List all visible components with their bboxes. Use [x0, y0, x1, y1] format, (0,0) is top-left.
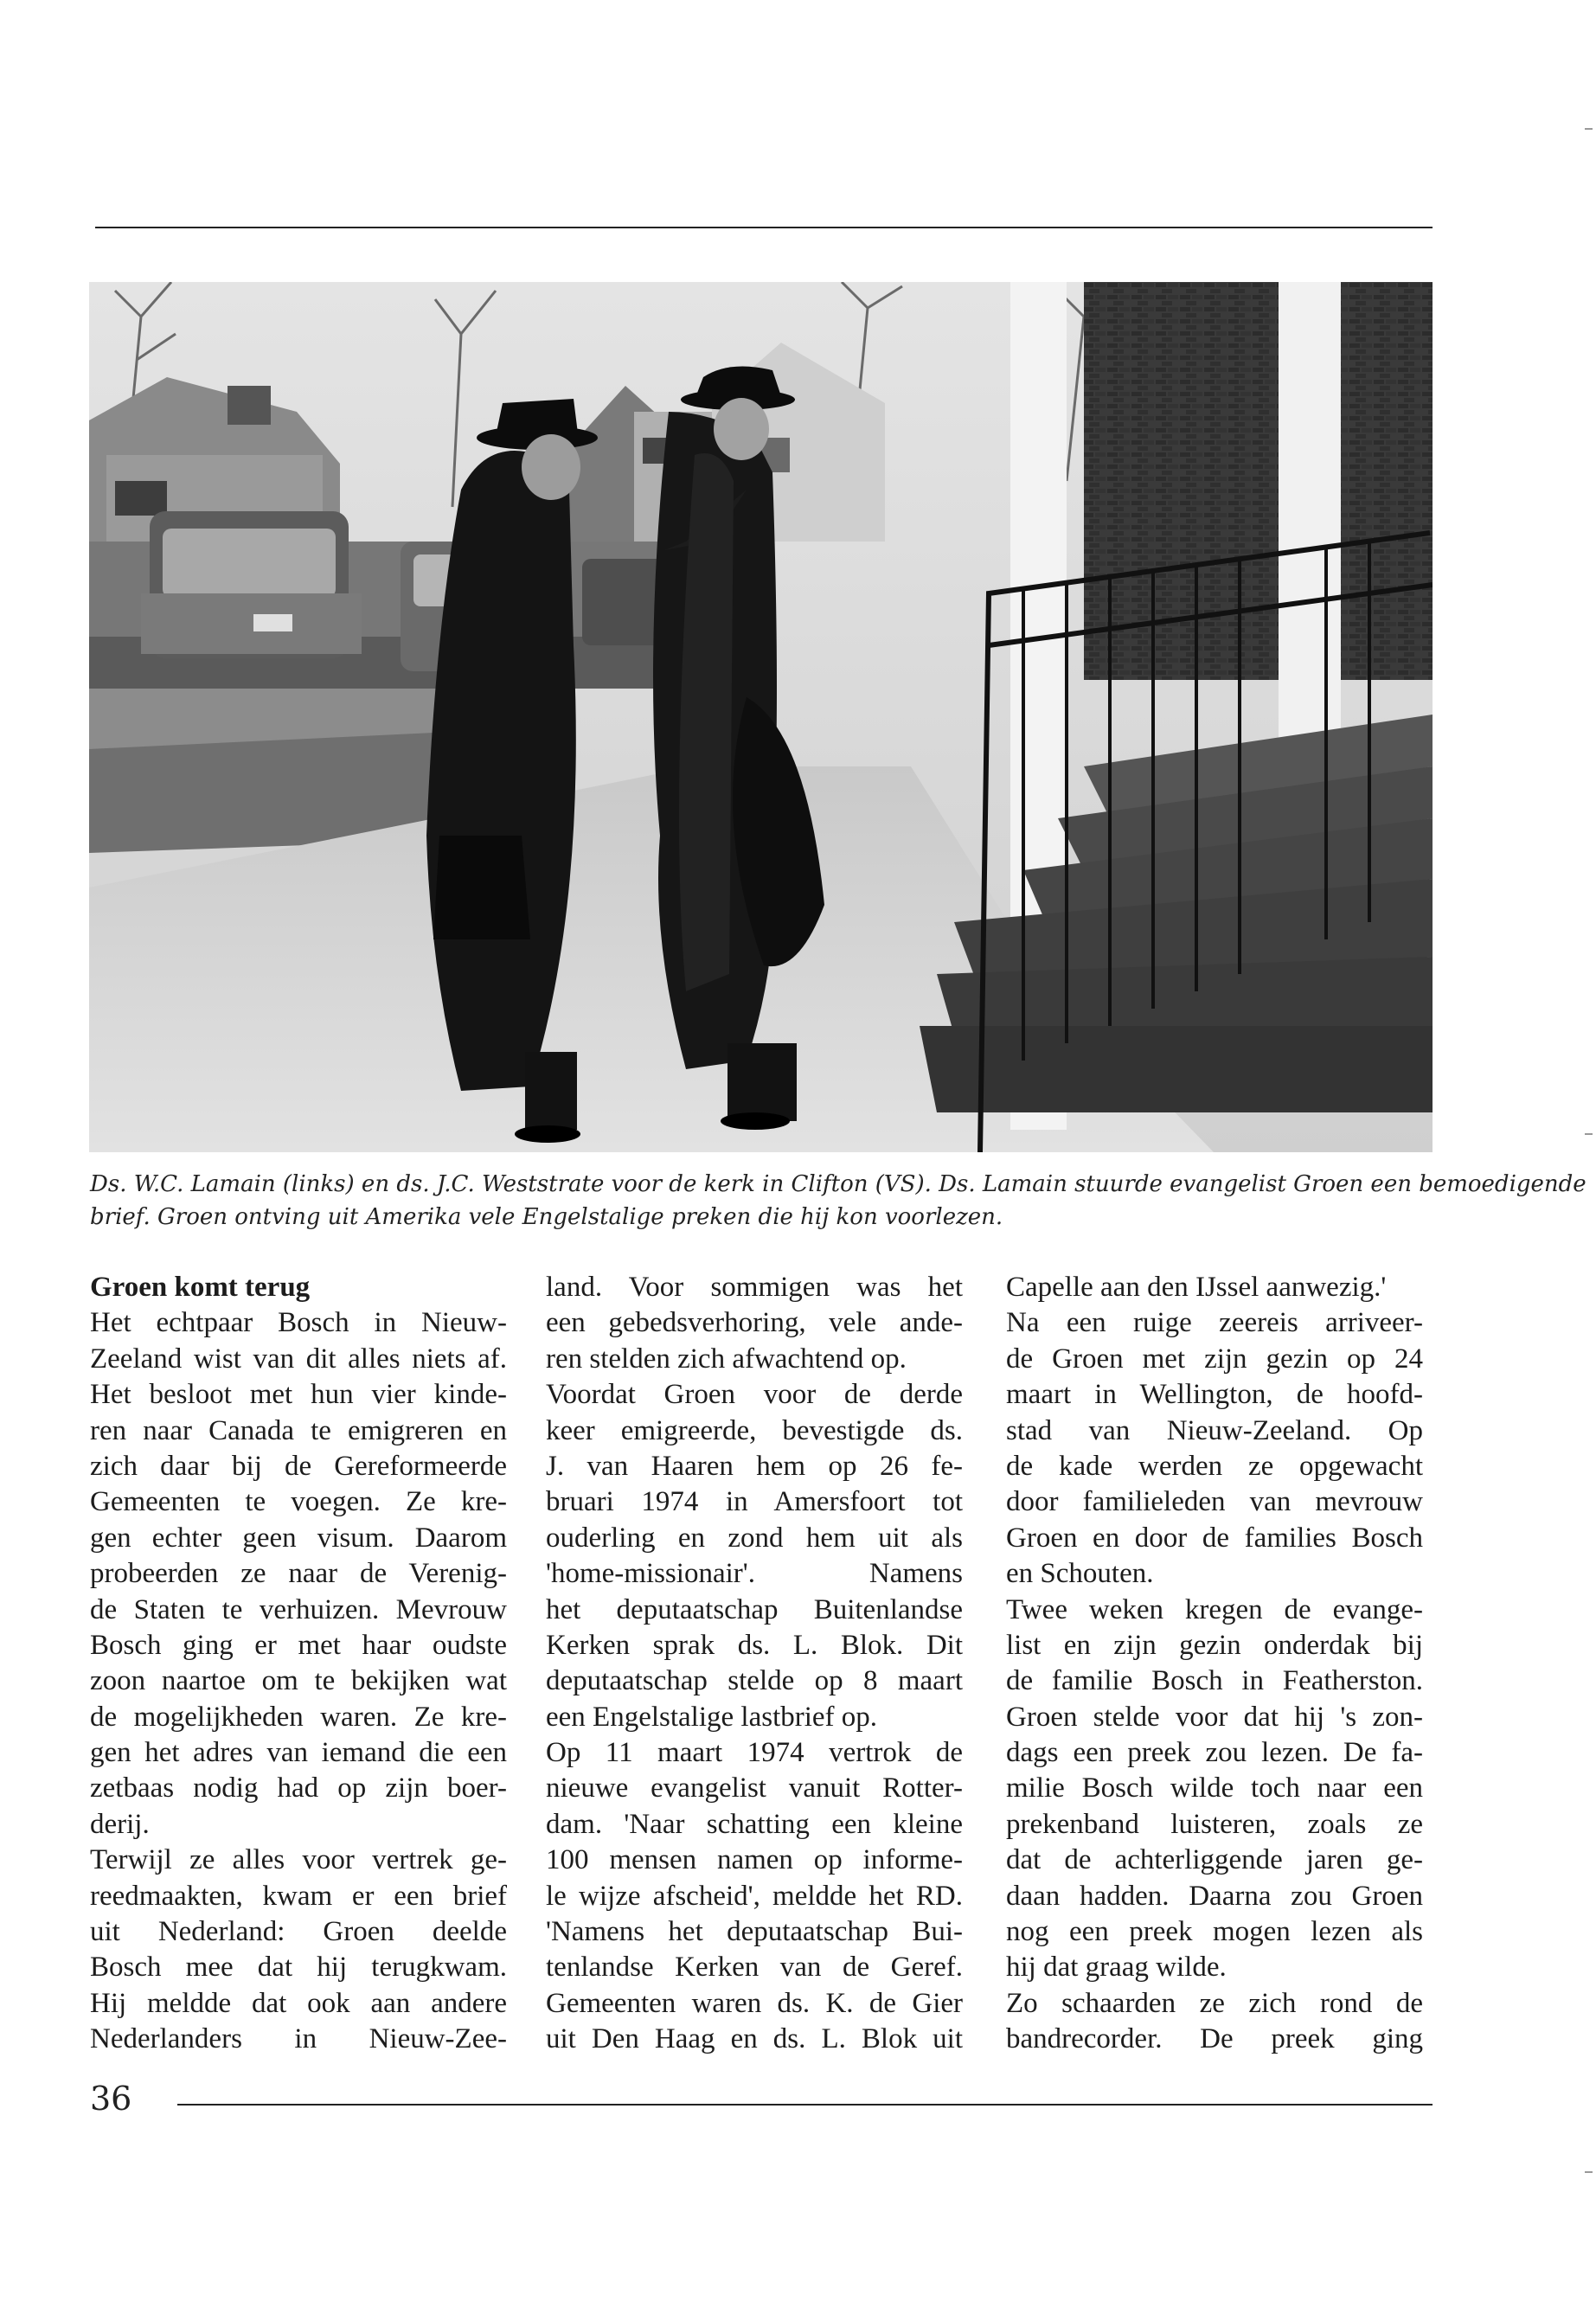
body-line: zoon naartoe om te bekijken wat	[90, 1665, 507, 1697]
body-line: gen het adres van iemand die een	[90, 1737, 507, 1769]
body-line: Gemeenten waren ds. K. de Gier	[546, 1987, 963, 2019]
body-line: daan hadden. Daarna zou Groen	[1006, 1880, 1423, 1912]
body-line: probeerden ze naar de Verenig-	[90, 1558, 507, 1590]
body-line: milie Bosch wilde toch naar een	[1006, 1772, 1423, 1804]
photo-caption	[90, 1168, 1586, 1234]
body-line: de Groen met zijn gezin op 24	[1006, 1343, 1423, 1375]
body-line: door familieleden van mevrouw	[1006, 1486, 1423, 1518]
body-line: Bosch ging er met haar oudste	[90, 1629, 507, 1661]
body-line: uit Den Haag en ds. L. Blok uit	[546, 2023, 963, 2055]
body-line: reedmaakten, kwam er een brief	[90, 1880, 507, 1912]
caption-line: brief. Groen ontving uit Amerika vele Engelstalige preken die hij kon voorlezen.	[90, 1204, 1003, 1230]
body-line: ouderling en zond hem uit als	[546, 1522, 963, 1554]
body-line: uit Nederland: Groen deelde	[90, 1916, 507, 1948]
body-line: Het besloot met hun vier kinde-	[90, 1379, 507, 1411]
body-line: Het echtpaar Bosch in Nieuw-	[90, 1307, 507, 1339]
body-line: Groen stelde voor dat hij 's zon-	[1006, 1701, 1423, 1733]
body-line: 100 mensen namen op informe-	[546, 1844, 963, 1876]
body-line: de kade werden ze opgewacht	[1006, 1450, 1423, 1482]
body-line: J. van Haaren hem op 26 fe-	[546, 1450, 963, 1482]
body-line: Zo schaarden ze zich rond de	[1006, 1987, 1423, 2019]
body-line: het deputaatschap Buitenlandse	[546, 1593, 963, 1625]
trim-mark	[1585, 128, 1593, 130]
body-line: le wijze afscheid', meldde het RD.	[546, 1880, 963, 1912]
caption-line: Ds. W.C. Lamain (links) en ds. J.C. Weststrate voor de kerk in Clifton (VS). Ds. Lamain stuurde evangelist Groen een bemoedigende	[90, 1171, 1586, 1197]
body-line: Hij meldde dat ook aan andere	[90, 1987, 507, 2019]
text-column-1	[90, 1270, 507, 2058]
body-line: Gemeenten te voegen. Ze kre-	[90, 1486, 507, 1518]
body-line: de Staten te verhuizen. Mevrouw	[90, 1593, 507, 1625]
body-line: bruari 1974 in Amersfoort tot	[546, 1486, 963, 1518]
body-line: bandrecorder. De preek ging	[1006, 2023, 1423, 2055]
trim-mark	[1585, 1133, 1593, 1135]
body-line: Terwijl ze alles voor vertrek ge-	[90, 1844, 507, 1876]
body-line: dam. 'Naar schatting een kleine	[546, 1808, 963, 1840]
body-line: Op 11 maart 1974 vertrok de	[546, 1737, 963, 1769]
body-line: de mogelijkheden waren. Ze kre-	[90, 1701, 507, 1733]
body-line: Na een ruige zeereis arriveer-	[1006, 1307, 1423, 1339]
body-line: dags een preek zou lezen. De fa-	[1006, 1737, 1423, 1769]
body-line: keer emigreerde, bevestigde ds.	[546, 1414, 963, 1446]
body-line: stad van Nieuw-Zeeland. Op	[1006, 1414, 1423, 1446]
body-line: en Schouten.	[1006, 1558, 1154, 1590]
body-line: hij dat graag wilde.	[1006, 1952, 1227, 1984]
body-line: de familie Bosch in Featherston.	[1006, 1665, 1423, 1697]
section-heading: Groen komt terug	[90, 1272, 311, 1303]
body-line: nog een preek mogen lezen als	[1006, 1916, 1423, 1948]
body-line: een gebedsverhoring, vele ande-	[546, 1307, 963, 1339]
body-line: prekenband luisteren, zoals ze	[1006, 1808, 1423, 1840]
bottom-rule	[177, 2104, 1433, 2106]
body-line: ren stelden zich afwachtend op.	[546, 1343, 907, 1375]
top-rule	[95, 227, 1433, 228]
text-column-3	[1006, 1270, 1423, 2058]
body-line: ren naar Canada te emigreren en	[90, 1414, 507, 1446]
church-entrance-photo	[89, 282, 1433, 1152]
body-line: nieuwe evangelist vanuit Rotter-	[546, 1772, 963, 1804]
body-line: Nederlanders in Nieuw-Zee-	[90, 2023, 507, 2055]
body-line: zetbaas nodig had op zijn boer-	[90, 1772, 507, 1804]
body-line: deputaatschap stelde op 8 maart	[546, 1665, 963, 1697]
trim-mark	[1585, 2171, 1593, 2173]
body-line: maart in Wellington, de hoofd-	[1006, 1379, 1423, 1411]
body-line: derij.	[90, 1808, 150, 1840]
body-line: Voordat Groen voor de derde	[546, 1379, 963, 1411]
body-line: gen echter geen visum. Daarom	[90, 1522, 507, 1554]
body-line: land. Voor sommigen was het	[546, 1272, 963, 1303]
body-line: een Engelstalige lastbrief op.	[546, 1701, 878, 1733]
body-line: Bosch mee dat hij terugkwam.	[90, 1952, 507, 1984]
page-number: 36	[90, 2080, 132, 2118]
body-line: Kerken sprak ds. L. Blok. Dit	[546, 1629, 963, 1661]
body-line: dat de achterliggende jaren ge-	[1006, 1844, 1423, 1876]
text-column-2	[546, 1270, 963, 2058]
body-line: Zeeland wist van dit alles niets af.	[90, 1343, 507, 1375]
body-line: list en zijn gezin onderdak bij	[1006, 1629, 1423, 1661]
body-line: Twee weken kregen de evange-	[1006, 1593, 1423, 1625]
body-line: Capelle aan den IJssel aanwezig.'	[1006, 1272, 1387, 1303]
body-line: zich daar bij de Gereformeerde	[90, 1450, 507, 1482]
body-line: tenlandse Kerken van de Geref.	[546, 1952, 963, 1984]
body-line: 'home-missionair'. Namens	[546, 1558, 963, 1590]
body-line: 'Namens het deputaatschap Bui-	[546, 1916, 963, 1948]
body-line: Groen en door de families Bosch	[1006, 1522, 1423, 1554]
